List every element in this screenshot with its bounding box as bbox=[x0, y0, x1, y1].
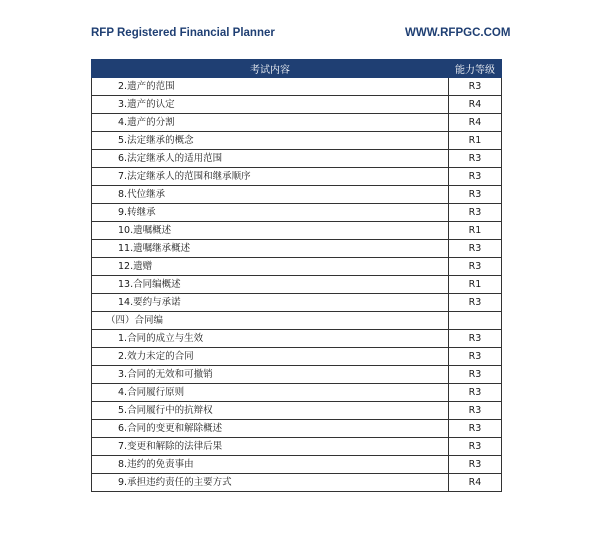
column-header-level: 能力等级 bbox=[449, 60, 502, 78]
table-row bbox=[92, 96, 502, 114]
table-row bbox=[92, 384, 502, 402]
table-row bbox=[92, 276, 502, 294]
row-content: 8.代位继承 bbox=[92, 186, 449, 204]
row-level: R3 bbox=[449, 294, 502, 312]
row-level: R3 bbox=[449, 186, 502, 204]
row-level: R3 bbox=[449, 330, 502, 348]
exam-content-table bbox=[91, 59, 502, 492]
table-row bbox=[92, 168, 502, 186]
table-row bbox=[92, 186, 502, 204]
table-row bbox=[92, 132, 502, 150]
row-content: 1.合同的成立与生效 bbox=[92, 330, 449, 348]
table-row bbox=[92, 330, 502, 348]
table-row bbox=[92, 294, 502, 312]
section-heading: （四）合同编 bbox=[92, 312, 449, 330]
row-content: 14.要约与承诺 bbox=[92, 294, 449, 312]
table-row bbox=[92, 312, 502, 330]
row-content: 7.变更和解除的法律后果 bbox=[92, 438, 449, 456]
row-content: 5.法定继承的概念 bbox=[92, 132, 449, 150]
row-level bbox=[449, 312, 502, 330]
row-content: 9.转继承 bbox=[92, 204, 449, 222]
row-content: 5.合同履行中的抗辩权 bbox=[92, 402, 449, 420]
row-content: 2.遗产的范围 bbox=[92, 78, 449, 96]
row-level: R3 bbox=[449, 204, 502, 222]
row-level: R1 bbox=[449, 276, 502, 294]
table-row bbox=[92, 348, 502, 366]
table-row bbox=[92, 222, 502, 240]
table-row bbox=[92, 402, 502, 420]
row-level: R3 bbox=[449, 420, 502, 438]
row-content: 4.合同履行原则 bbox=[92, 384, 449, 402]
table-row bbox=[92, 78, 502, 96]
row-content: 9.承担违约责任的主要方式 bbox=[92, 474, 449, 492]
row-content: 7.法定继承人的范围和继承顺序 bbox=[92, 168, 449, 186]
row-content: 12.遗赠 bbox=[92, 258, 449, 276]
table-row bbox=[92, 150, 502, 168]
row-level: R3 bbox=[449, 258, 502, 276]
row-level: R3 bbox=[449, 348, 502, 366]
row-content: 6.法定继承人的适用范围 bbox=[92, 150, 449, 168]
header-brand: RFP Registered Financial Planner bbox=[91, 27, 275, 39]
row-content: 11.遗嘱继承概述 bbox=[92, 240, 449, 258]
row-content: 3.遗产的认定 bbox=[92, 96, 449, 114]
row-level: R3 bbox=[449, 240, 502, 258]
column-header-content: 考试内容 bbox=[92, 60, 449, 78]
row-level: R4 bbox=[449, 96, 502, 114]
row-content: 2.效力未定的合同 bbox=[92, 348, 449, 366]
row-content: 10.遗嘱概述 bbox=[92, 222, 449, 240]
row-level: R3 bbox=[449, 402, 502, 420]
row-level: R1 bbox=[449, 222, 502, 240]
row-content: 13.合同编概述 bbox=[92, 276, 449, 294]
table-row bbox=[92, 240, 502, 258]
table-row bbox=[92, 456, 502, 474]
table-header-row bbox=[92, 60, 502, 78]
table-row bbox=[92, 366, 502, 384]
row-level: R3 bbox=[449, 150, 502, 168]
row-level: R4 bbox=[449, 114, 502, 132]
table-body bbox=[92, 78, 502, 492]
row-level: R3 bbox=[449, 168, 502, 186]
table-row bbox=[92, 114, 502, 132]
row-level: R3 bbox=[449, 366, 502, 384]
row-level: R3 bbox=[449, 456, 502, 474]
table-row bbox=[92, 438, 502, 456]
header-website: WWW.RFPGC.COM bbox=[405, 27, 511, 39]
table-row bbox=[92, 420, 502, 438]
table-row bbox=[92, 258, 502, 276]
row-content: 8.违约的免责事由 bbox=[92, 456, 449, 474]
row-level: R3 bbox=[449, 384, 502, 402]
row-level: R1 bbox=[449, 132, 502, 150]
row-level: R4 bbox=[449, 474, 502, 492]
table-row bbox=[92, 204, 502, 222]
table-row bbox=[92, 474, 502, 492]
row-content: 6.合同的变更和解除概述 bbox=[92, 420, 449, 438]
row-level: R3 bbox=[449, 438, 502, 456]
row-content: 4.遗产的分割 bbox=[92, 114, 449, 132]
row-level: R3 bbox=[449, 78, 502, 96]
row-content: 3.合同的无效和可撤销 bbox=[92, 366, 449, 384]
